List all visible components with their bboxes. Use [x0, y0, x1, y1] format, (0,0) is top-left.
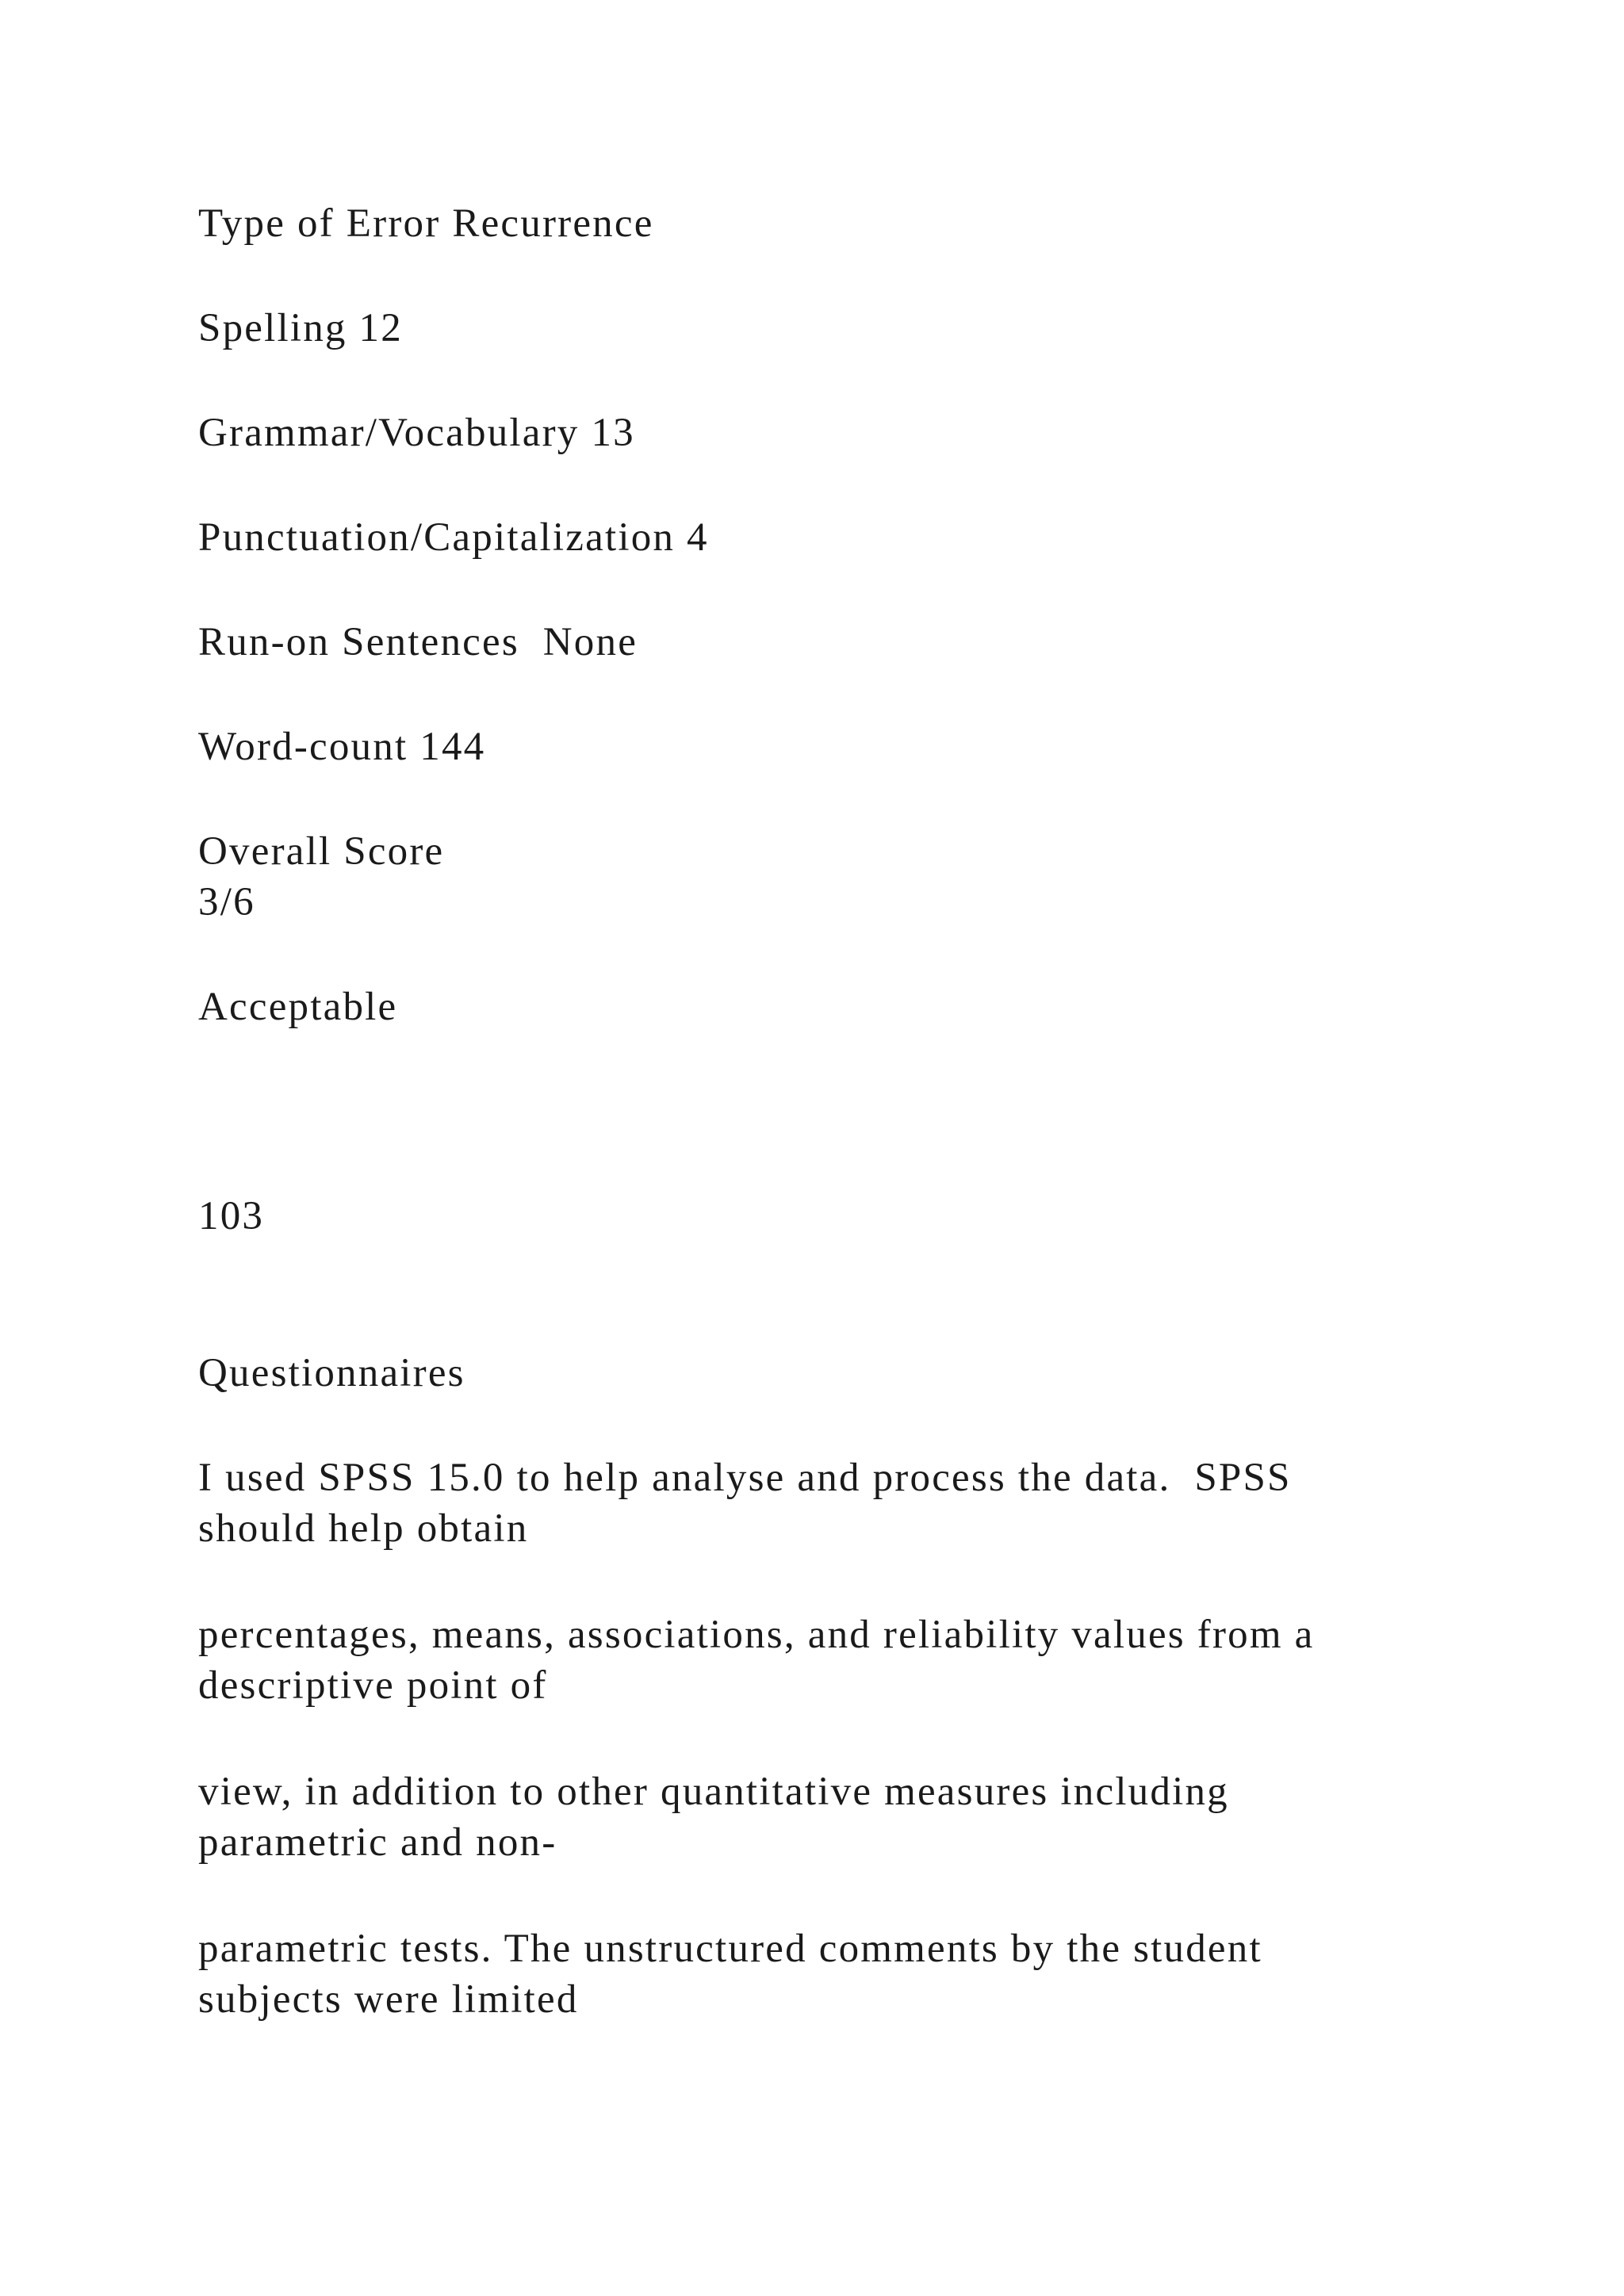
error-table-header: Type of Error Recurrence	[198, 201, 654, 246]
error-row-spelling: Spelling 12	[198, 306, 403, 350]
error-row-grammar: Grammar/Vocabulary 13	[198, 411, 635, 455]
body-line: subjects were limited	[198, 1977, 579, 2022]
body-line: I used SPSS 15.0 to help analyse and process the data. SPSS	[198, 1456, 1292, 1500]
page-number: 103	[198, 1194, 265, 1238]
body-line: view, in addition to other quantitative measures including	[198, 1770, 1229, 1814]
error-row-word-count: Word-count 144	[198, 725, 486, 769]
body-line: parametric tests. The unstructured comments by the student	[198, 1927, 1262, 1971]
body-line: parametric and non-	[198, 1820, 557, 1865]
overall-score-label: Overall Score	[198, 829, 445, 874]
body-line: should help obtain	[198, 1506, 529, 1551]
section-heading: Questionnaires	[198, 1351, 465, 1395]
body-line: percentages, means, associations, and reliability values from a	[198, 1613, 1315, 1657]
error-row-run-on: Run-on Sentences None	[198, 620, 638, 664]
body-line: descriptive point of	[198, 1663, 548, 1708]
overall-score-value: 3/6	[198, 880, 255, 924]
rating-text: Acceptable	[198, 985, 398, 1029]
error-row-punctuation: Punctuation/Capitalization 4	[198, 515, 709, 560]
